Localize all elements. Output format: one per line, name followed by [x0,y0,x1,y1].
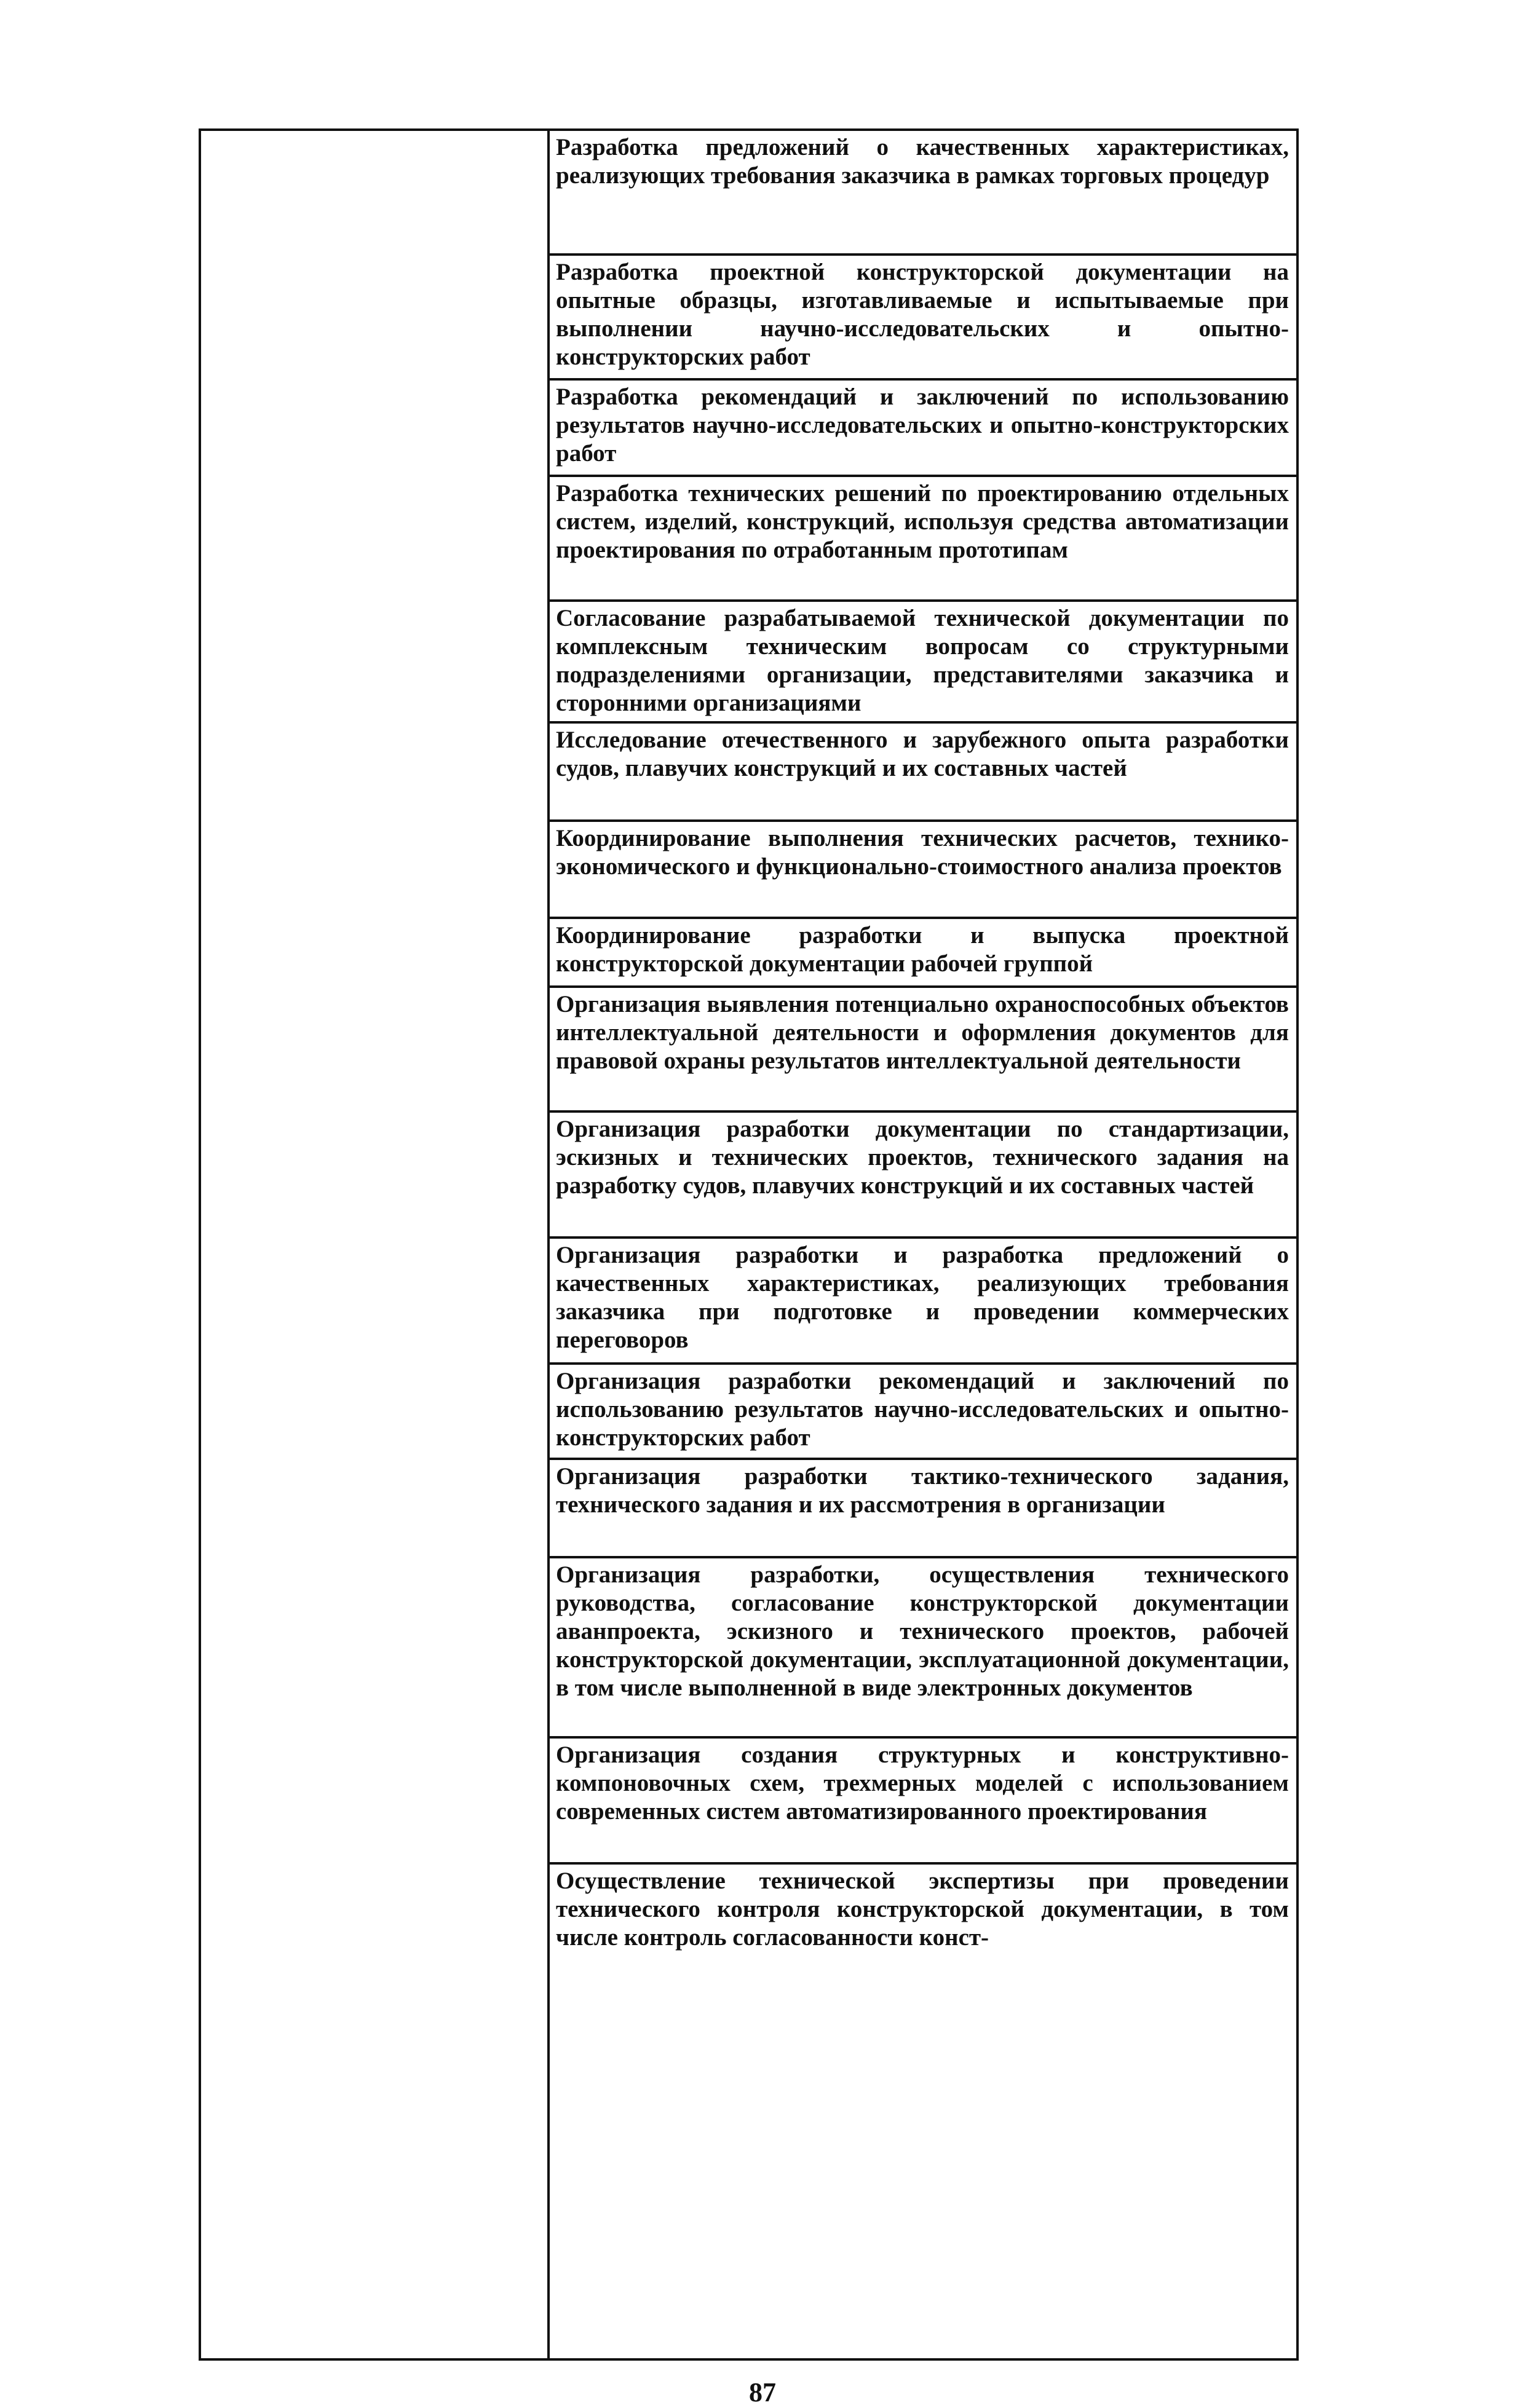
table-left-column [199,128,550,2361]
table-row: Разработка предложений о качественных характеристиках, реализующих требования заказчика в рамках торговых процедур [550,131,1296,256]
table-row: Разработка проектной конструкторской документации на опытные образцы, изготавливаемые и испытываемые при выполнении научно-исследовательских и опытно-конструкторских работ [550,256,1296,381]
table-row: Организация создания структурных и конструктивно-компоновочных схем, трехмерных моделей с использованием современных систем автоматизированного проектирования [550,1739,1296,1865]
table-row: Осуществление технической экспертизы при проведении технического контроля конструкторской документации, в том числе контроль согласованности конст- [556,1868,1289,1951]
table-right-column [550,131,1296,1962]
table-row: Разработка рекомендаций и заключений по использованию результатов научно-исследовательских и опытно-конструкторских работ [550,381,1296,477]
table-row: Согласование разрабатываемой технической документации по комплексным техническим вопросам со структурными подразделениями организации, представителями заказчика и сторонними организациями [550,602,1296,724]
table-row: Разработка технических решений по проектированию отдельных систем, изделий, конструкций, используя средства автоматизации проектирования по отработанным прототипам [550,477,1296,602]
table-row: Координирование разработки и выпуска проектной конструкторской документации рабочей группой [550,919,1296,988]
table-row: Координирование выполнения технических расчетов, технико-экономического и функционально-стоимостного анализа проектов [550,822,1296,919]
page-number: 87 [749,2377,776,2407]
table-row: Организация разработки документации по стандартизации, эскизных и технических проектов, технического задания на разработку судов, плавучих конструкций и их составных частей [550,1113,1296,1239]
table-row: Организация выявления потенциально охраноспособных объектов интеллектуальной деятельности и оформления документов для правовой охраны результатов интеллектуальной деятельности [550,988,1296,1113]
table-row: Организация разработки рекомендаций и заключений по использованию результатов научно-исследовательских и опытно-конструкторских работ [550,1365,1296,1460]
table-row: Организация разработки тактико-технического задания, технического задания и их рассмотрения в организации [550,1460,1296,1558]
table-row: Исследование отечественного и зарубежного опыта разработки судов, плавучих конструкций и их составных частей [550,724,1296,822]
table-row: Организация разработки и разработка предложений о качественных характеристиках, реализующих требования заказчика при подготовке и проведении коммерческих переговоров [550,1239,1296,1365]
table-row: Организация разработки, осуществления технического руководства, согласование конструкторской документации аванпроекта, эскизного и технического проектов, рабочей конструкторской документации, эксплуатационной документации, в том числе выполненной в виде электронных документов [550,1558,1296,1739]
